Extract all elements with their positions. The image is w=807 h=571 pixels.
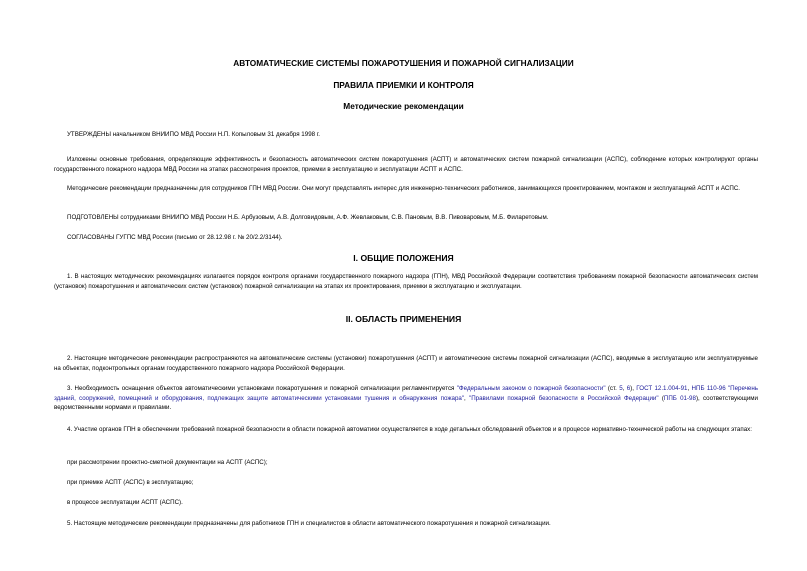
npb-110-96-link[interactable]: НПБ 110-96 "Перечень зданий, сооружений, помещений и оборудования, подлежащих защите автоматическими установками тушения и обнаружения пожара": [54, 385, 759, 402]
p3-text: 3. Необходимость оснащения объектов автоматическими установками пожаротушения и пожарной сигнализации регламентируется: [67, 385, 457, 392]
document-type: Методические рекомендации: [343, 101, 464, 111]
document-subtitle: ПРАВИЛА ПРИЕМКИ И КОНТРОЛЯ: [333, 80, 474, 90]
federal-law-link[interactable]: "Федеральным законом о пожарной безопасности": [456, 385, 606, 392]
section-1-paragraph-1: 1. В настоящих методических рекомендациях излагается порядок контроля органами государственного пожарного надзора (ГПН), МВД Российской Федерации соответствия требованиям пожарной безопасности автоматических систем (установок) пожаротушения и автоматических систем (установок) пожарной сигнализации на этапах их проектирования, приемки в эксплуатацию и эксплуатации.: [54, 273, 758, 290]
p3-text: ,: [687, 385, 692, 392]
section-2-paragraph-5: 5. Настоящие методические рекомендации предназначены для работников ГПН и специалистов в области автоматического пожаротушения и пожарной сигнализации.: [67, 520, 551, 527]
p3-text: ), соответствующими ведомственными нормами и правилами.: [54, 394, 759, 411]
article-6-link[interactable]: 6: [626, 385, 631, 392]
list-item: при приемке АСПТ (АСПС) в эксплуатацию;: [67, 479, 194, 486]
section-2-paragraph-2: 2. Настоящие методические рекомендации распространяются на автоматические системы (установки) пожаротушения (АСПТ) и автоматические системы пожарной сигнализации (АСПС), вводимые в эксплуатацию или эксплуатируемые на объектах, подконтрольных органам государственного пожарного надзора Российской Федерации.: [54, 355, 758, 372]
article-5-link[interactable]: 5: [619, 385, 623, 392]
summary-paragraph: Изложены основные требования, определяющие эффективность и безопасность автоматических систем пожаротушения (АСПТ) и автоматических систем пожарной сигнализации (АСПС), соблюдение которых контролируют органы государственного пожарного надзора МВД России на этапах рассмотрения проектов, приемки в эксплуатацию и эксплуатации АСПТ и АСПС.: [54, 156, 758, 173]
p3-text: ,: [622, 385, 627, 392]
section-2-paragraph-4: 4. Участие органов ГПН в обеспечении требований пожарной безопасности в области пожарной автоматики осуществляется в ходе детальных обследований объектов и в процессе нормативно-технической работы на следующих этапах:: [67, 426, 752, 433]
p3-text: ,: [464, 394, 470, 402]
audience-paragraph: Методические рекомендации предназначены для сотрудников ГПН МВД России. Они могут представлять интерес для инженерно-технических работников, занимающихся проектированием, монтажом и эксплуатацией АСПТ и АСПС.: [67, 185, 741, 192]
section-2-paragraph-3: [54, 384, 758, 413]
p3-text: ),: [630, 385, 637, 392]
section-1-heading: I. ОБЩИЕ ПОЛОЖЕНИЯ: [353, 253, 454, 263]
agreed-paragraph: СОГЛАСОВАНЫ ГУГПС МВД России (письмо от 28.12.98 г. № 20/2.2/3144).: [67, 234, 283, 241]
p3-text: (: [658, 394, 664, 402]
approved-paragraph: УТВЕРЖДЕНЫ начальником ВНИИПО МВД России Н.П. Копыловым 31 декабря 1998 г.: [67, 131, 321, 138]
document-title: АВТОМАТИЧЕСКИЕ СИСТЕМЫ ПОЖАРОТУШЕНИЯ И ПОЖАРНОЙ СИГНАЛИЗАЦИИ: [233, 58, 574, 68]
p3-text: (ст.: [605, 385, 620, 392]
fire-safety-rules-link[interactable]: "Правилами пожарной безопасности в Российской Федерации": [469, 394, 659, 402]
list-item: в процессе эксплуатации АСПТ (АСПС).: [67, 499, 183, 506]
gost-link[interactable]: ГОСТ 12.1.004-91: [636, 385, 688, 392]
list-item: при рассмотрении проектно-сметной документации на АСПТ (АСПС);: [67, 459, 268, 466]
ppb-01-98-link[interactable]: ППБ 01-98: [663, 394, 696, 402]
prepared-paragraph: ПОДГОТОВЛЕНЫ сотрудниками ВНИИПО МВД России Н.Б. Арбузовым, А.В. Долговидовым, А.Ф. Жевлаковым, С.В. Пановым, В.В. Пивоваровым, М.Б. Филаретовым.: [67, 214, 549, 221]
section-2-heading: II. ОБЛАСТЬ ПРИМЕНЕНИЯ: [345, 314, 462, 324]
